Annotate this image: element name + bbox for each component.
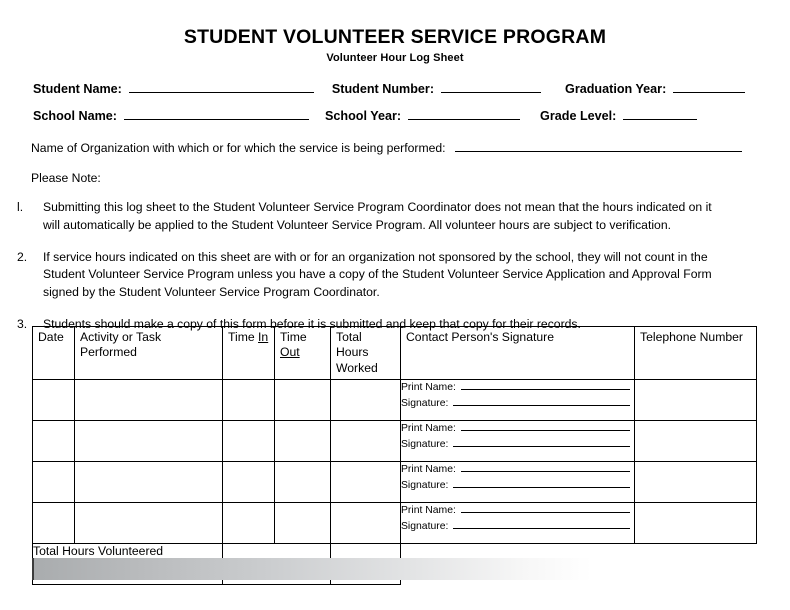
cell-telephone[interactable] (635, 379, 757, 420)
print-name-input[interactable] (461, 421, 630, 431)
cell-telephone[interactable] (635, 502, 757, 543)
cell-activity[interactable] (75, 461, 223, 502)
bottom-gradient-bar (32, 558, 592, 580)
signature-input[interactable] (453, 437, 630, 447)
header-time-in-prefix: Time (228, 330, 259, 344)
organization-input[interactable] (455, 140, 742, 152)
cell-date[interactable] (33, 461, 75, 502)
header-total-hours-worked: Total Hours Worked (331, 327, 401, 380)
cell-telephone[interactable] (635, 461, 757, 502)
identity-row-1 (33, 81, 757, 96)
signature-label: Signature: (401, 438, 449, 450)
cell-time-out[interactable] (275, 461, 331, 502)
cell-activity[interactable] (75, 420, 223, 461)
print-name-label: Print Name: (401, 463, 456, 475)
student-number-field[interactable] (332, 81, 541, 96)
page-subtitle: Volunteer Hour Log Sheet (326, 52, 464, 65)
organization-field[interactable] (31, 140, 790, 155)
note-marker: 2. (17, 250, 28, 265)
signature-line (401, 478, 634, 492)
cell-contact-signature[interactable] (401, 502, 635, 543)
graduation-year-field[interactable] (565, 81, 745, 96)
cell-activity[interactable] (75, 502, 223, 543)
please-note-heading: Please Note: (31, 171, 101, 186)
grade-level-field[interactable] (540, 108, 697, 123)
header-time-out-prefix: Time (280, 330, 307, 344)
print-name-label: Print Name: (401, 422, 456, 434)
cell-contact-signature[interactable] (401, 420, 635, 461)
signature-label: Signature: (401, 397, 449, 409)
student-number-input[interactable] (441, 81, 541, 93)
cell-total-hours[interactable] (331, 502, 401, 543)
print-name-input[interactable] (461, 503, 630, 513)
cell-total-hours[interactable] (331, 420, 401, 461)
signature-line (401, 437, 634, 451)
print-name-label: Print Name: (401, 381, 456, 393)
school-year-field[interactable] (325, 108, 520, 123)
note-text: If service hours indicated on this sheet are with or for an organization not sponsored by the school, they will not count in the Student Volunteer Service Program unless you have a copy of the Student Volunteer Service Application and Approval Form signed by the Student Volunteer Service Program Coordinator. (43, 250, 712, 299)
header-telephone-number: Telephone Number (635, 327, 757, 380)
table-row (33, 502, 757, 543)
cell-time-in[interactable] (223, 461, 275, 502)
total-hours-volunteered-label: Total Hours Volunteered (33, 543, 164, 558)
cell-date[interactable] (33, 420, 75, 461)
page-title: STUDENT VOLUNTEER SERVICE PROGRAM (183, 26, 607, 48)
note-text: Submitting this log sheet to the Student Volunteer Service Program Coordinator does not mean that the hours indicated on it will automatically be applied to the Student Volunteer Service Program. All volunteer hours are subject to verification. (43, 200, 712, 232)
signature-line (401, 396, 634, 410)
note-item (0, 199, 790, 234)
school-year-input[interactable] (408, 108, 520, 120)
organization-label: Name of Organization with which or for which the service is being performed: (31, 141, 446, 156)
note-text: Students should make a copy of this form before it is submitted and keep that copy for their records. (43, 317, 581, 332)
cell-contact-signature[interactable] (401, 461, 635, 502)
note-marker: 3. (17, 317, 28, 332)
graduation-year-input[interactable] (673, 81, 745, 93)
print-name-line (401, 380, 634, 394)
cell-activity[interactable] (75, 379, 223, 420)
note-item (0, 249, 790, 301)
header-time-in (223, 327, 275, 380)
note-marker: l. (17, 200, 24, 215)
header-time-out-underlined: Out (280, 345, 300, 360)
cell-date[interactable] (33, 379, 75, 420)
table-header-row (33, 327, 757, 380)
school-name-label: School Name: (33, 109, 117, 124)
cell-time-in[interactable] (223, 502, 275, 543)
cell-total-hours[interactable] (331, 379, 401, 420)
signature-line (401, 519, 634, 533)
print-name-line (401, 503, 634, 517)
school-name-field[interactable] (33, 108, 309, 123)
volunteer-log-table (32, 326, 757, 585)
title-block (0, 27, 790, 64)
notes-list (0, 199, 790, 333)
student-name-label: Student Name: (33, 82, 122, 97)
graduation-year-label: Graduation Year: (565, 82, 667, 97)
signature-label: Signature: (401, 479, 449, 491)
signature-input[interactable] (453, 396, 630, 406)
signature-input[interactable] (453, 478, 630, 488)
cell-contact-signature[interactable] (401, 379, 635, 420)
print-name-line (401, 421, 634, 435)
grade-level-input[interactable] (623, 108, 697, 120)
cell-time-out[interactable] (275, 379, 331, 420)
grade-level-label: Grade Level: (540, 109, 617, 124)
header-time-in-underlined: In (258, 330, 269, 344)
student-number-label: Student Number: (331, 82, 435, 97)
print-name-line (401, 462, 634, 476)
print-name-input[interactable] (461, 462, 630, 472)
identity-row-2 (33, 108, 757, 123)
cell-time-in[interactable] (223, 379, 275, 420)
header-date: Date (33, 327, 75, 380)
school-name-input[interactable] (124, 108, 309, 120)
cell-time-in[interactable] (223, 420, 275, 461)
table-row (33, 379, 757, 420)
print-name-input[interactable] (461, 380, 630, 390)
header-contact-signature: Contact Person's Signature (401, 327, 635, 380)
school-year-label: School Year: (324, 109, 402, 124)
cell-date[interactable] (33, 502, 75, 543)
identity-fields (33, 81, 757, 123)
header-activity: Activity or Task Performed (75, 327, 223, 380)
student-name-input[interactable] (129, 81, 314, 93)
signature-label: Signature: (401, 520, 449, 532)
header-time-out (275, 327, 331, 380)
cell-total-hours[interactable] (331, 461, 401, 502)
print-name-label: Print Name: (401, 504, 456, 516)
table-row (33, 420, 757, 461)
student-name-field[interactable] (33, 81, 314, 96)
signature-input[interactable] (453, 519, 630, 529)
cell-time-out[interactable] (275, 420, 331, 461)
cell-time-out[interactable] (275, 502, 331, 543)
table-row (33, 461, 757, 502)
cell-telephone[interactable] (635, 420, 757, 461)
